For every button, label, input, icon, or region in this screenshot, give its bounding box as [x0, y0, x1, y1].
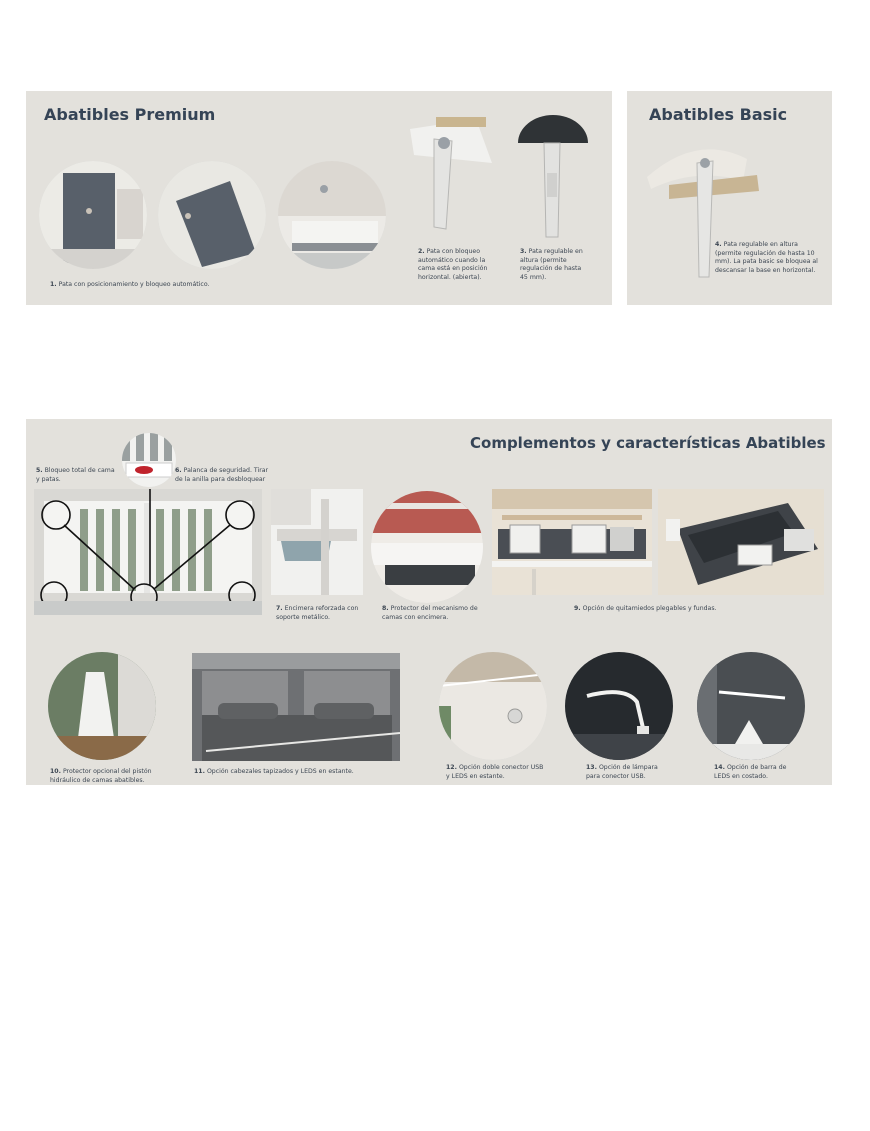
- caption-13: [586, 764, 670, 781]
- caption-7-text: Encimera reforzada con soporte metálico.: [276, 605, 359, 621]
- caption-14: [714, 764, 804, 781]
- usb-lamp-photo: [565, 652, 673, 760]
- mechanism-protector-photo: [371, 491, 483, 603]
- caption-12: [446, 764, 546, 781]
- caption-8-text: Protector del mecanismo de camas con encimera.: [382, 605, 478, 621]
- caption-7-num: 7.: [276, 605, 283, 612]
- countertop-illustration: [271, 489, 363, 595]
- premium-title: Abatibles Premium: [44, 105, 216, 124]
- upholstered-headboards-photo: [192, 653, 400, 761]
- caption-6-text: Palanca de seguridad. Tirar de la anilla para desbloquear: [175, 467, 269, 483]
- caption-6: [175, 467, 269, 484]
- caption-7: [276, 605, 362, 622]
- mechanism-protector-illustration: [371, 491, 483, 603]
- folding-rails-illustration-b: [658, 489, 824, 595]
- folding-rails-photo-a: [492, 489, 652, 595]
- caption-8-num: 8.: [382, 605, 389, 612]
- bed-open-photo: [278, 161, 386, 269]
- caption-14-text: Opción de barra de LEDS en costado.: [714, 764, 787, 780]
- caption-11: [194, 768, 394, 777]
- caption-10: [50, 768, 168, 785]
- countertop-photo: [271, 489, 363, 595]
- auto-lock-leg-photo: [406, 111, 498, 243]
- caption-2: [418, 248, 500, 282]
- usb-connector-photo: [439, 652, 547, 760]
- led-bar-photo: [697, 652, 805, 760]
- auto-lock-leg-illustration: [406, 111, 498, 243]
- caption-12-num: 12.: [446, 764, 457, 771]
- caption-5-text: Bloqueo total de cama y patas.: [36, 467, 115, 483]
- caption-1-num: 1.: [50, 281, 57, 288]
- folding-rails-illustration-a: [492, 489, 652, 595]
- bed-frame-photo: [34, 489, 262, 615]
- piston-protector-photo: [48, 652, 156, 760]
- caption-3-num: 3.: [520, 248, 527, 255]
- caption-14-num: 14.: [714, 764, 725, 771]
- caption-11-text: Opción cabezales tapizados y LEDS en estante.: [206, 768, 354, 775]
- caption-10-text: Protector opcional del pistón hidráulico de camas abatibles.: [50, 768, 152, 784]
- bed-opening-illustration: [158, 161, 266, 269]
- caption-3: [520, 248, 586, 282]
- safety-lever-photo: [122, 433, 176, 487]
- complementos-title: Complementos y características Abatibles: [470, 434, 826, 452]
- caption-4: [715, 241, 823, 275]
- led-bar-illustration: [697, 652, 805, 760]
- caption-11-num: 11.: [194, 768, 205, 775]
- caption-3-text: Pata regulable en altura (permite regulación de hasta 45 mm).: [520, 248, 583, 281]
- caption-4-num: 4.: [715, 241, 722, 248]
- bed-frame-illustration: [34, 489, 262, 615]
- complementos-panel: [26, 419, 832, 785]
- caption-8: [382, 605, 482, 622]
- caption-12-text: Opción doble conector USB y LEDS en estante.: [446, 764, 544, 780]
- usb-connector-illustration: [439, 652, 547, 760]
- bed-opening-photo: [158, 161, 266, 269]
- caption-9-num: 9.: [574, 605, 581, 612]
- caption-4-text: Pata regulable en altura (permite regulación de hasta 10 mm). La pata basic se bloquea al descansar la base en horizontal.: [715, 241, 818, 274]
- upholstered-headboards-illustration: [192, 653, 400, 761]
- caption-2-num: 2.: [418, 248, 425, 255]
- caption-9-text: Opción de quitamiedos plegables y fundas.: [582, 605, 717, 612]
- adjustable-leg-photo: [514, 113, 592, 243]
- caption-9: [574, 605, 754, 614]
- piston-protector-illustration: [48, 652, 156, 760]
- folding-rails-photo-b: [658, 489, 824, 595]
- bed-open-illustration: [278, 161, 386, 269]
- premium-panel: [26, 91, 612, 305]
- caption-2-text: Pata con bloqueo automático cuando la cama está en posición horizontal. (abierta).: [418, 248, 488, 281]
- caption-6-num: 6.: [175, 467, 182, 474]
- bed-closed-photo: [39, 161, 147, 269]
- caption-13-num: 13.: [586, 764, 597, 771]
- caption-13-text: Opción de lámpara para conector USB.: [586, 764, 658, 780]
- adjustable-leg-illustration: [514, 113, 592, 243]
- caption-1: [50, 281, 310, 290]
- bed-closed-illustration: [39, 161, 147, 269]
- caption-1-text: Pata con posicionamiento y bloqueo automático.: [58, 281, 210, 288]
- safety-lever-illustration: [122, 433, 176, 487]
- caption-10-num: 10.: [50, 768, 61, 775]
- usb-lamp-illustration: [565, 652, 673, 760]
- caption-5-num: 5.: [36, 467, 43, 474]
- caption-5: [36, 467, 116, 484]
- basic-panel: [627, 91, 832, 305]
- basic-title: Abatibles Basic: [649, 105, 788, 124]
